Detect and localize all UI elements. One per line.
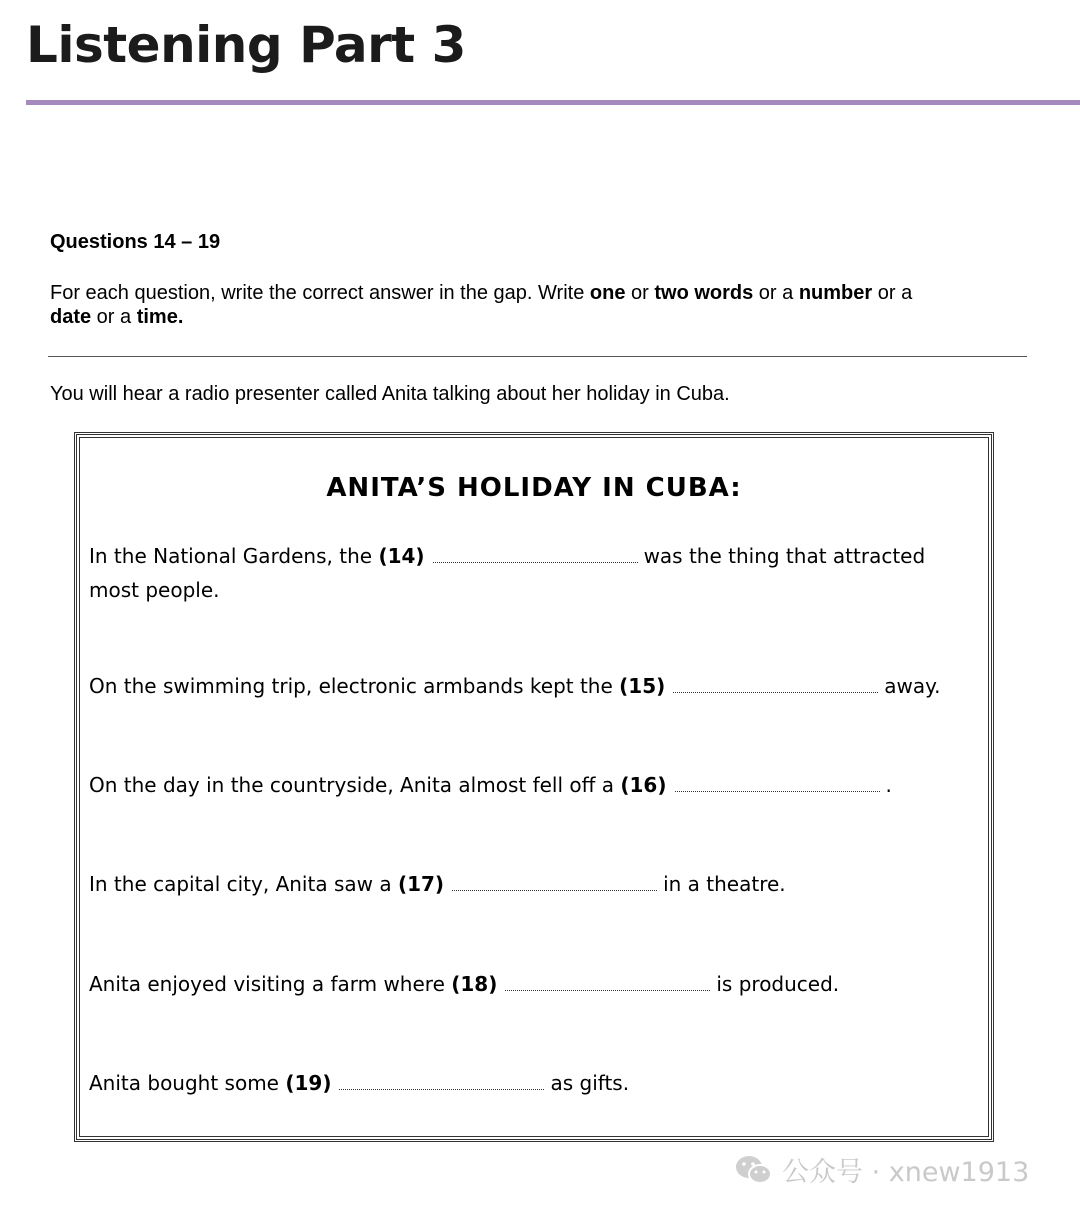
watermark-text: 公众号 · xnew1913	[782, 1157, 1030, 1188]
question-number: (17)	[397, 872, 445, 896]
question-text: is produced.	[716, 972, 840, 996]
answer-gap-14[interactable]	[433, 544, 638, 563]
instructions-text: or a	[91, 306, 137, 328]
question-text: Anita bought some	[89, 1071, 286, 1095]
question-text: as gifts.	[550, 1071, 630, 1095]
question-18	[89, 967, 969, 1001]
instructions-emphasis: one	[589, 282, 626, 304]
answer-gap-17[interactable]	[452, 872, 657, 891]
question-text: In the capital city, Anita saw a	[89, 872, 398, 896]
instructions-emphasis: number	[798, 282, 873, 304]
instructions-text: or a	[872, 282, 913, 304]
question-text: In the National Gardens, the	[89, 544, 379, 568]
question-number: (14)	[378, 544, 425, 568]
instructions-emphasis: two words	[654, 282, 754, 304]
watermark	[734, 1150, 1029, 1189]
question-text: in a theatre.	[663, 872, 786, 896]
instructions-text: or	[625, 282, 655, 304]
instructions-text: For each question, write the correct answer in the gap. Write	[50, 282, 590, 304]
question-text: away.	[884, 674, 941, 698]
task-box	[74, 432, 994, 1142]
task-title: ANITA’S HOLIDAY IN CUBA:	[326, 473, 742, 503]
question-17	[89, 867, 969, 901]
question-number: (15)	[619, 674, 666, 698]
question-number: (16)	[620, 773, 667, 797]
question-number: (18)	[451, 972, 498, 996]
question-text: Anita enjoyed visiting a farm where	[89, 972, 452, 996]
answer-gap-16[interactable]	[675, 773, 880, 792]
question-text: On the day in the countryside, Anita almost fell off a	[89, 773, 621, 797]
answer-gap-18[interactable]	[505, 972, 710, 991]
question-text: On the swimming trip, electronic armbands kept the	[89, 674, 620, 698]
instructions-text: or a	[753, 282, 799, 304]
page-title: Listening Part 3	[26, 16, 466, 74]
section-divider	[48, 356, 1027, 357]
instructions	[50, 281, 1010, 329]
question-text: .	[885, 773, 892, 797]
question-number: (19)	[285, 1071, 332, 1095]
question-text: was the thing that attracted most people.	[89, 544, 926, 602]
wechat-icon	[734, 1154, 774, 1186]
question-15	[89, 669, 969, 703]
questions-heading: Questions 14 – 19	[50, 231, 221, 253]
context-sentence: You will hear a radio presenter called Anita talking about her holiday in Cuba.	[50, 383, 730, 405]
question-16	[89, 768, 969, 802]
question-19	[89, 1066, 969, 1100]
instructions-emphasis: time.	[136, 306, 184, 328]
question-14	[89, 539, 969, 607]
answer-gap-19[interactable]	[339, 1071, 544, 1090]
title-underline	[26, 100, 1080, 105]
answer-gap-15[interactable]	[673, 674, 878, 693]
instructions-emphasis: date	[50, 306, 92, 328]
